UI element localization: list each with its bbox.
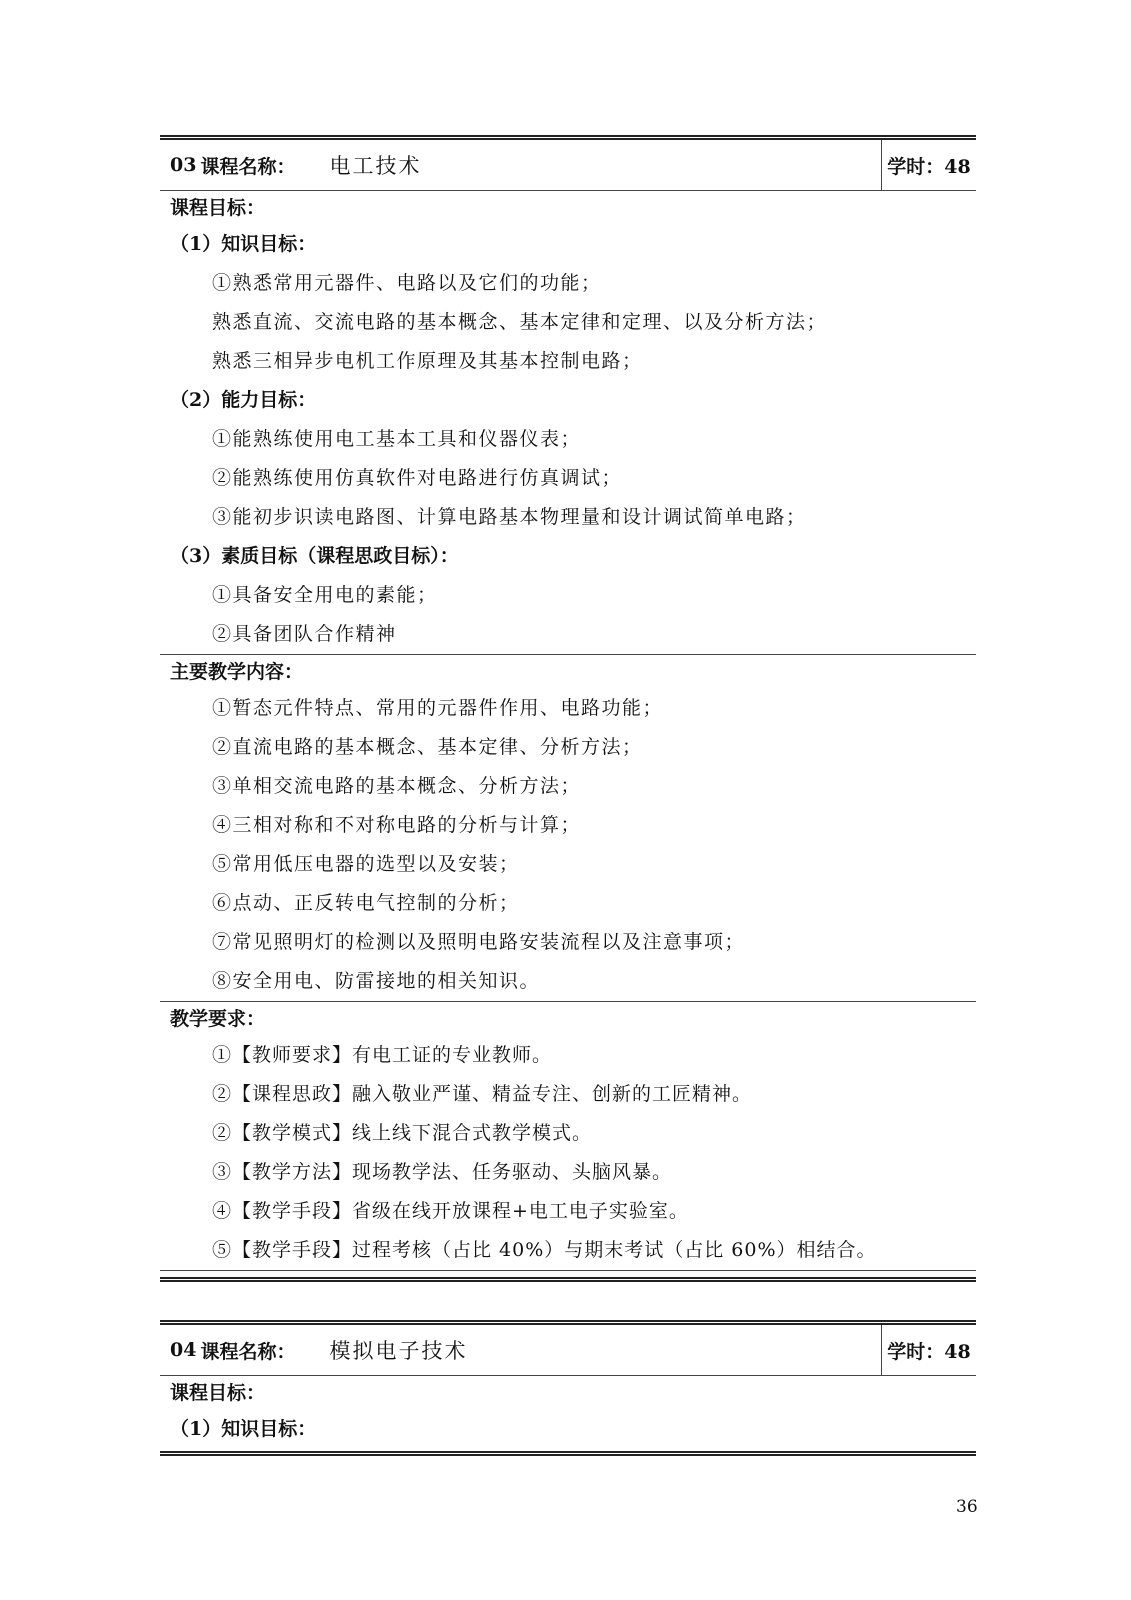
knowledge-item: 熟悉三相异步电机工作原理及其基本控制电路； [212, 350, 643, 372]
content-item: ⑤常用低压电器的选型以及安装； [212, 853, 520, 875]
course-number: 03 [170, 154, 197, 176]
requirements-section [160, 1002, 976, 1271]
quality-item: ①具备安全用电的素能； [212, 584, 438, 606]
course-name-label: 课程名称： [200, 155, 296, 178]
ability-item: ①能熟练使用电工基本工具和仪器仪表； [212, 428, 582, 450]
objectives-title: 课程目标： [170, 1382, 266, 1404]
course-name-cell [160, 1325, 881, 1375]
course-name-cell [160, 140, 881, 190]
ability-item: ②能熟练使用仿真软件对电路进行仿真调试； [212, 467, 623, 489]
content-section [160, 655, 976, 1002]
requirement-item: ⑤【教学手段】过程考核（占比 40%）与期末考试（占比 60%）相结合。 [212, 1239, 877, 1261]
course-name: 模拟电子技术 [329, 1339, 468, 1363]
content-item: ④三相对称和不对称电路的分析与计算； [212, 814, 582, 836]
knowledge-item: 熟悉直流、交流电路的基本概念、基本定律和定理、以及分析方法； [212, 311, 828, 333]
course-number: 04 [170, 1339, 197, 1361]
knowledge-title: （1）知识目标： [170, 233, 317, 255]
knowledge-item: ①熟悉常用元器件、电路以及它们的功能； [212, 272, 602, 294]
course-hours: 学时：48 [881, 140, 976, 190]
page-number: 36 [956, 1497, 978, 1517]
objectives-section [160, 191, 976, 655]
quality-item: ②具备团队合作精神 [212, 623, 397, 645]
requirement-item: ②【课程思政】融入敬业严谨、精益专注、创新的工匠精神。 [212, 1083, 753, 1105]
requirement-item: ④【教学手段】省级在线开放课程+电工电子实验室。 [212, 1200, 689, 1222]
requirement-item: ①【教师要求】有电工证的专业教师。 [212, 1044, 553, 1066]
course-table-03 [160, 135, 976, 1282]
objectives-section [160, 1376, 976, 1449]
requirement-item: ③【教学方法】现场教学法、任务驱动、头脑风暴。 [212, 1161, 673, 1183]
content-title: 主要教学内容： [170, 661, 304, 683]
table-bottom-rule [160, 1451, 976, 1456]
content-item: ③单相交流电路的基本概念、分析方法； [212, 775, 582, 797]
content-item: ⑥点动、正反转电气控制的分析； [212, 892, 520, 914]
course-name-label: 课程名称： [200, 1340, 296, 1363]
knowledge-title: （1）知识目标： [170, 1418, 317, 1440]
course-hours: 学时：48 [881, 1325, 976, 1375]
requirements-title: 教学要求： [170, 1008, 266, 1030]
ability-item: ③能初步识读电路图、计算电路基本物理量和设计调试简单电路； [212, 506, 807, 528]
requirement-item: ②【教学模式】线上线下混合式教学模式。 [212, 1122, 593, 1144]
course-header-row [160, 140, 976, 191]
ability-title: （2）能力目标： [170, 389, 317, 411]
content-item: ①暂态元件特点、常用的元器件作用、电路功能； [212, 697, 664, 719]
course-table-04 [160, 1320, 976, 1456]
content-item: ②直流电路的基本概念、基本定律、分析方法； [212, 736, 643, 758]
quality-title: （3）素质目标（课程思政目标）： [170, 545, 459, 567]
course-header-row [160, 1325, 976, 1376]
objectives-title: 课程目标： [170, 197, 266, 219]
table-bottom-rule [160, 1277, 976, 1282]
content-item: ⑦常见照明灯的检测以及照明电路安装流程以及注意事项； [212, 931, 746, 953]
course-name: 电工技术 [329, 154, 422, 178]
content-item: ⑧安全用电、防雷接地的相关知识。 [212, 970, 541, 992]
